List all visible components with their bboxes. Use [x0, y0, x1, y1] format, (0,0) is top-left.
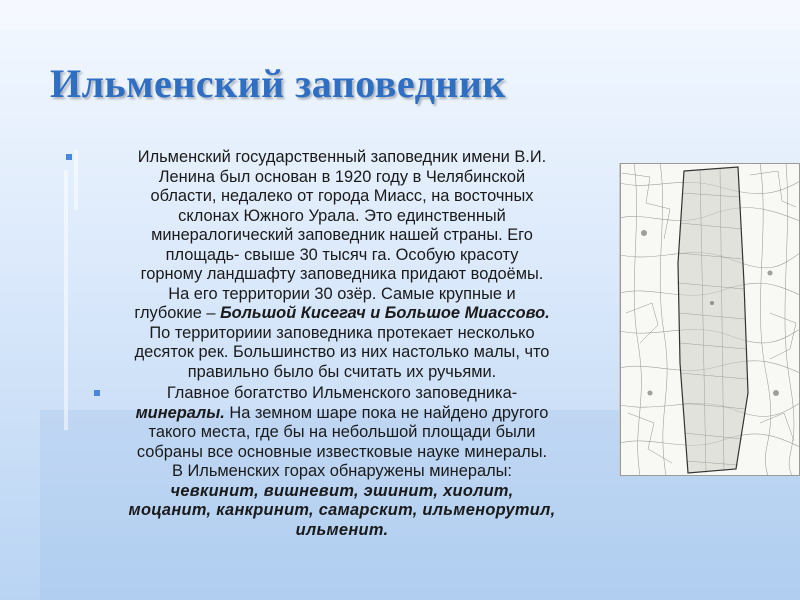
text-line: В Ильменских горах обнаружены минералы: [172, 462, 512, 480]
text-line: Ленина был основан в 1920 году в Челябинской [158, 167, 526, 186]
paragraph-history [68, 148, 616, 382]
slide-title: Ильменский заповедник [50, 61, 506, 106]
text-line: такого места, где бы на небольшой площади были [148, 423, 536, 441]
text-line: горному ландшафту заповедника придают водоёмы. [140, 265, 544, 283]
text-line: На земном шаре пока не найдено другого [224, 403, 549, 422]
mineral-list-line: ильменит. [295, 520, 389, 539]
text-line: Ильменский государственный заповедник имени В.И. [137, 148, 547, 166]
text-line: Главное богатство Ильменского заповедника- [166, 384, 518, 402]
text-line: области, недалеко от города Миасс, на восточных [150, 187, 534, 205]
bullet-icon [66, 154, 72, 160]
reserve-map-image [620, 163, 800, 476]
text-line: склонах Южного Урала. Это единственный [178, 206, 506, 225]
bullet-icon [94, 390, 100, 396]
text-line: глубокие – [134, 304, 221, 322]
minerals-emphasis: минералы. [135, 403, 225, 422]
background-band [0, 0, 800, 30]
mineral-list-line: моцанит, канкринит, самарскит, ильменорутил, [128, 501, 556, 519]
slide-body [68, 148, 616, 540]
text-line: площадь- свыше 30 тысяч га. Особую красоту [165, 245, 519, 264]
text-line: правильно было бы считать их ручьями. [187, 362, 497, 381]
text-line: собраны все основные известковые науке минералы. [136, 442, 548, 461]
mineral-list-line: чевкинит, вишневит, эшинит, хиолит, [170, 481, 514, 500]
text-line: На его территории 30 озёр. Самые крупные и [168, 284, 516, 303]
lakes-emphasis: Большой Кисегач и Большое Миассово. [220, 304, 550, 322]
text-line: минералогический заповедник нашей страны. Его [151, 226, 533, 244]
paragraph-minerals [68, 384, 616, 540]
text-line: десяток рек. Большинство из них настолько малы, что [134, 343, 550, 361]
text-line: По территориии заповедника протекает несколько [149, 323, 535, 342]
